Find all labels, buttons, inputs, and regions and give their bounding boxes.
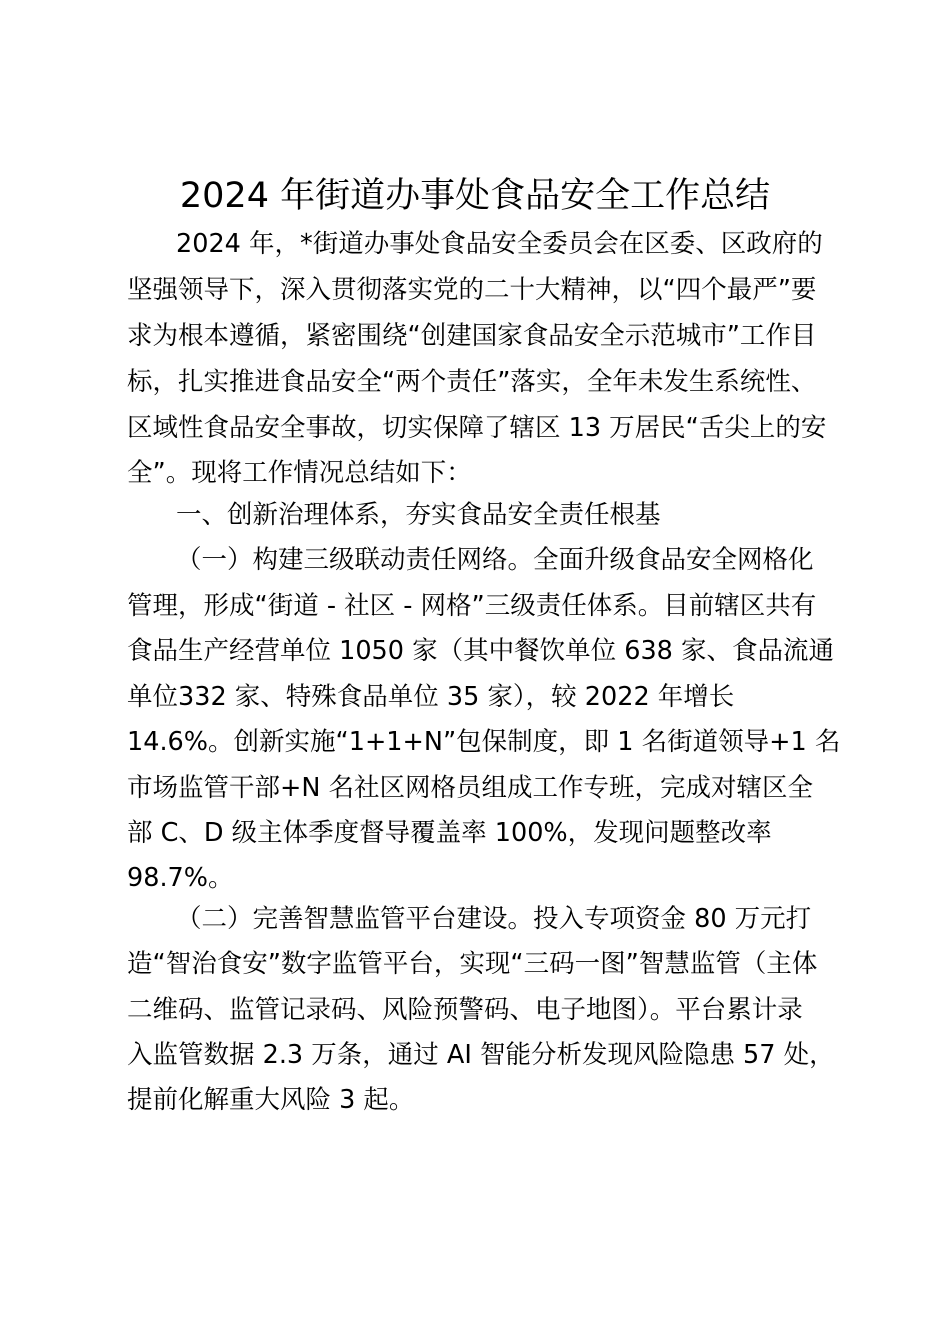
paragraph-line: 单位332 家、特殊食品单位 35 家），较 2022 年增长 [127, 682, 735, 712]
paragraph-line: 食品生产经营单位 1050 家（其中餐饮单位 638 家、食品流通 [127, 636, 834, 666]
paragraph-line: （二）完善智慧监管平台建设。投入专项资金 80 万元打 [176, 904, 812, 934]
paragraph-line: 全”。现将工作情况总结如下： [127, 458, 472, 488]
paragraph-line: 98.7%。 [127, 863, 234, 893]
paragraph-line: 区域性食品安全事故，切实保障了辖区 13 万居民“舌尖上的安 [127, 413, 827, 443]
paragraph-line: 管理，形成“街道 - 社区 - 网格”三级责任体系。目前辖区共有 [127, 591, 817, 621]
paragraph-line: （一）构建三级联动责任网络。全面升级食品安全网格化 [176, 545, 814, 575]
paragraph-line: 求为根本遵循，紧密围绕“创建国家食品安全示范城市”工作目 [127, 321, 817, 351]
document-title: 2024 年街道办事处食品安全工作总结 [179, 176, 771, 216]
paragraph-line: 坚强领导下，深入贯彻落实党的二十大精神，以“四个最严”要 [127, 275, 817, 305]
paragraph-line: 提前化解重大风险 3 起。 [127, 1085, 415, 1115]
paragraph-line: 14.6%。创新实施“1+1+N”包保制度，即 1 名街道领导+1 名 [127, 727, 841, 757]
paragraph-line: 2024 年，*街道办事处食品安全委员会在区委、区政府的 [176, 229, 823, 259]
paragraph-line: 二维码、监管记录码、风险预警码、电子地图）。平台累计录 [127, 995, 803, 1025]
paragraph-line: 市场监管干部+N 名社区网格员组成工作专班，完成对辖区全 [127, 773, 814, 803]
paragraph-line: 标，扎实推进食品安全“两个责任”落实，全年未发生系统性、 [127, 367, 817, 397]
section-heading: 一、创新治理体系，夯实食品安全责任根基 [176, 500, 661, 530]
paragraph-line: 造“智治食安”数字监管平台，实现“三码一图”智慧监管（主体 [127, 949, 818, 979]
paragraph-line: 入监管数据 2.3 万条，通过 AI 智能分析发现风险隐患 57 处， [127, 1040, 835, 1070]
paragraph-line: 部 C、D 级主体季度督导覆盖率 100%，发现问题整改率 [127, 818, 772, 848]
